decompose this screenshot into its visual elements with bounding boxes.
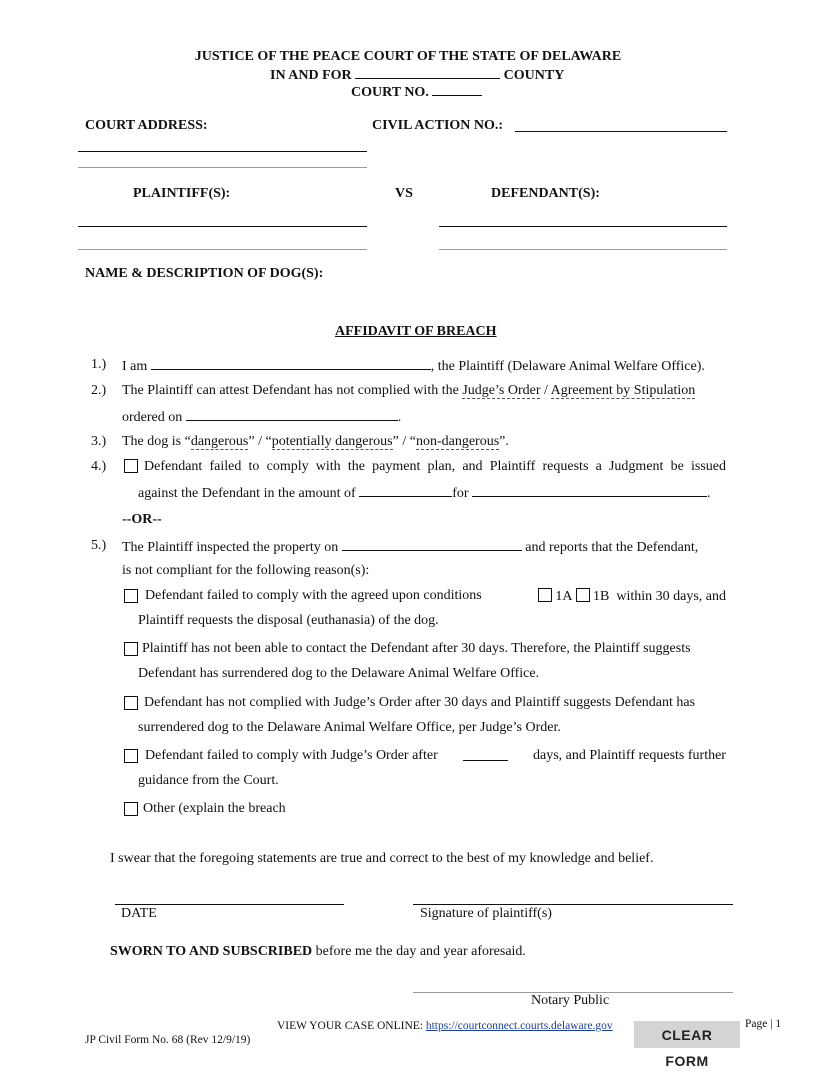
court-address-field-2[interactable]: [78, 167, 367, 168]
condition-1a-checkbox[interactable]: [538, 588, 552, 602]
reason-other-checkbox[interactable]: [124, 802, 138, 816]
courtconnect-link[interactable]: https://courtconnect.courts.delaware.gov: [425, 1020, 613, 1032]
court-address-field-1[interactable]: [78, 151, 367, 152]
vs-label: VS: [395, 186, 413, 201]
defendant-label: DEFENDANT(S):: [491, 186, 600, 201]
reason-4-line: Defendant failed to comply with Judge’s Order after days, and Plaintiff requests further: [145, 748, 726, 763]
item-2-text: The Plaintiff can attest Defendant has not complied with the Judge’s Order / Agreement by Stipulation: [122, 383, 696, 398]
inspection-date-blank[interactable]: [342, 538, 522, 551]
reason-1-continued: Plaintiff requests the disposal (euthanasia) of the dog.: [138, 613, 439, 628]
county-blank[interactable]: [355, 66, 500, 79]
days-blank[interactable]: [463, 748, 508, 761]
item-2-ordered-on: ordered on .: [122, 410, 402, 425]
potentially-dangerous-option[interactable]: potentially dangerous: [271, 434, 393, 449]
oath-statement: I swear that the foregoing statements are true and correct to the best of my knowledge and belief.: [110, 851, 654, 866]
reason-2-continued: Defendant has surrendered dog to the Delaware Animal Welfare Office.: [138, 666, 540, 681]
item-5-text: The Plaintiff inspected the property on and reports that the Defendant,: [122, 540, 699, 555]
item-5-reasons-intro: is not compliant for the following reason(s):: [122, 563, 370, 578]
reason-other-text: Other (explain the breach: [143, 801, 286, 816]
plaintiff-name-blank[interactable]: [151, 357, 431, 370]
reason-conditions-checkbox[interactable]: [124, 589, 138, 603]
item-1-number: 1.): [91, 357, 107, 372]
view-case-online: VIEW YOUR CASE ONLINE: https://courtconnect.courts.delaware.gov: [277, 1020, 613, 1032]
reason-further-guidance-checkbox[interactable]: [124, 749, 138, 763]
plaintiff-field-1[interactable]: [78, 226, 367, 227]
clear-form-button[interactable]: CLEAR FORM: [634, 1021, 740, 1048]
or-separator: --OR--: [122, 512, 162, 527]
form-number: JP Civil Form No. 68 (Rev 12/9/19): [85, 1034, 251, 1046]
sworn-statement: SWORN TO AND SUBSCRIBED before me the day and year aforesaid.: [110, 944, 526, 959]
defendant-field-1[interactable]: [439, 226, 727, 227]
court-name-heading: JUSTICE OF THE PEACE COURT OF THE STATE OF DELAWARE: [194, 49, 622, 64]
agreement-stipulation-option[interactable]: Agreement by Stipulation: [550, 383, 696, 398]
condition-1b-checkbox[interactable]: [576, 588, 590, 602]
reason-3-line: Defendant has not complied with Judge’s Order after 30 days and Plaintiff suggests Defendant has: [144, 695, 696, 710]
ordered-on-date-blank[interactable]: [186, 408, 398, 421]
plaintiff-field-2[interactable]: [78, 249, 367, 250]
court-number-blank[interactable]: [432, 83, 482, 96]
signature-field[interactable]: [413, 904, 733, 905]
civil-action-label: CIVIL ACTION NO.:: [372, 118, 504, 133]
dog-description-label: NAME & DESCRIPTION OF DOG(S):: [85, 266, 324, 281]
reason-no-contact-checkbox[interactable]: [124, 642, 138, 656]
item-3-text: The dog is “dangerous” / “potentially dangerous” / “non-dangerous”.: [122, 434, 509, 449]
item-5-number: 5.): [91, 538, 107, 553]
civil-action-field[interactable]: [515, 131, 727, 132]
notary-label: Notary Public: [531, 993, 610, 1008]
affidavit-title: AFFIDAVIT OF BREACH: [335, 324, 497, 339]
reason-3-continued: surrendered dog to the Delaware Animal Welfare Office, per Judge’s Order.: [138, 720, 561, 735]
for-blank[interactable]: [472, 484, 707, 497]
reason-noncompliance-checkbox[interactable]: [124, 696, 138, 710]
page-number: Page | 1: [745, 1018, 782, 1030]
signature-label: Signature of plaintiff(s): [420, 906, 552, 921]
item-1-text: I am , the Plaintiff (Delaware Animal Welfare Office).: [122, 359, 705, 374]
dangerous-option[interactable]: dangerous: [190, 434, 249, 449]
item-4-text: Defendant failed to comply with the payment plan, and Plaintiff requests a Judgment be issued: [144, 459, 726, 474]
reason-2-line: Plaintiff has not been able to contact the Defendant after 30 days. Therefore, the Plaintiff suggests: [142, 641, 691, 656]
reason-1-line: Defendant failed to comply with the agreed upon conditions 1A 1B within 30 days, and: [145, 588, 726, 604]
plaintiff-label: PLAINTIFF(S):: [133, 186, 231, 201]
defendant-field-2[interactable]: [439, 249, 727, 250]
non-dangerous-option[interactable]: non-dangerous: [415, 434, 500, 449]
item-3-number: 3.): [91, 434, 107, 449]
date-label: DATE: [121, 906, 157, 921]
payment-plan-checkbox[interactable]: [124, 459, 138, 473]
judges-order-option[interactable]: Judge’s Order: [462, 383, 541, 398]
reason-4-continued: guidance from the Court.: [138, 773, 279, 788]
court-number-line: COURT NO.: [351, 83, 482, 101]
item-4-number: 4.): [91, 459, 107, 474]
item-2-number: 2.): [91, 383, 107, 398]
date-field[interactable]: [115, 904, 344, 905]
item-4-amount-line: against the Defendant in the amount of for .: [138, 486, 711, 501]
county-line: IN AND FOR COUNTY: [270, 68, 565, 83]
court-address-label: COURT ADDRESS:: [85, 118, 208, 133]
amount-blank[interactable]: [359, 484, 452, 497]
